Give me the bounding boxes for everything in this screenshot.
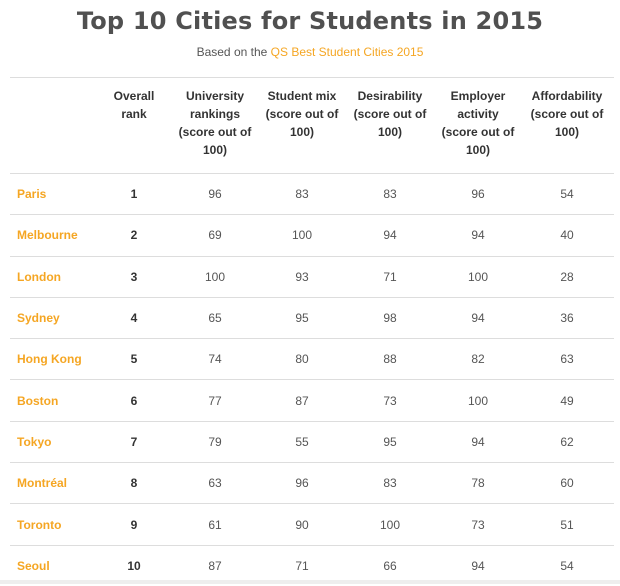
score-cell: 83 [260,174,344,215]
overall-rank: 10 [98,545,170,586]
score-cell: 100 [436,380,520,421]
city-name: Paris [10,174,98,215]
overall-rank: 5 [98,339,170,380]
score-cell: 96 [436,174,520,215]
overall-rank: 6 [98,380,170,421]
score-cell: 83 [344,174,436,215]
bottom-divider [0,580,620,584]
city-name: Sydney [10,297,98,338]
score-cell: 83 [344,463,436,504]
overall-rank: 3 [98,256,170,297]
score-cell: 49 [520,380,614,421]
city-name: Melbourne [10,215,98,256]
score-cell: 94 [436,297,520,338]
column-header: Overall rank [98,78,170,174]
table-row [10,215,614,256]
overall-rank: 4 [98,297,170,338]
score-cell: 78 [436,463,520,504]
overall-rank: 7 [98,421,170,462]
score-cell: 28 [520,256,614,297]
table-row [10,380,614,421]
score-cell: 55 [260,421,344,462]
score-cell: 88 [344,339,436,380]
score-cell: 65 [170,297,260,338]
score-cell: 98 [344,297,436,338]
city-name: Boston [10,380,98,421]
score-cell: 100 [170,256,260,297]
score-cell: 73 [344,380,436,421]
score-cell: 95 [260,297,344,338]
score-cell: 80 [260,339,344,380]
table-row [10,504,614,545]
column-header: Affordability (score out of 100) [520,78,614,174]
score-cell: 79 [170,421,260,462]
score-cell: 36 [520,297,614,338]
score-cell: 71 [260,545,344,586]
score-cell: 96 [170,174,260,215]
score-cell: 73 [436,504,520,545]
score-cell: 66 [344,545,436,586]
score-cell: 87 [170,545,260,586]
column-header: University rankings (score out of 100) [170,78,260,174]
column-header [10,78,98,174]
rankings-table [10,77,614,586]
city-name: Seoul [10,545,98,586]
city-name: Tokyo [10,421,98,462]
column-header: Employer activity (score out of 100) [436,78,520,174]
score-cell: 77 [170,380,260,421]
score-cell: 93 [260,256,344,297]
score-cell: 94 [436,215,520,256]
score-cell: 94 [436,421,520,462]
city-name: London [10,256,98,297]
table-row [10,339,614,380]
column-header: Student mix (score out of 100) [260,78,344,174]
table-row [10,297,614,338]
score-cell: 71 [344,256,436,297]
table-row [10,463,614,504]
score-cell: 61 [170,504,260,545]
score-cell: 54 [520,174,614,215]
table-row [10,256,614,297]
table-row [10,174,614,215]
score-cell: 95 [344,421,436,462]
score-cell: 94 [344,215,436,256]
score-cell: 51 [520,504,614,545]
score-cell: 40 [520,215,614,256]
score-cell: 100 [436,256,520,297]
subtitle-prefix: Based on the [197,45,271,59]
score-cell: 62 [520,421,614,462]
score-cell: 100 [260,215,344,256]
score-cell: 54 [520,545,614,586]
score-cell: 60 [520,463,614,504]
score-cell: 87 [260,380,344,421]
score-cell: 63 [170,463,260,504]
score-cell: 82 [436,339,520,380]
overall-rank: 1 [98,174,170,215]
score-cell: 69 [170,215,260,256]
city-name: Toronto [10,504,98,545]
score-cell: 90 [260,504,344,545]
table-row [10,421,614,462]
column-header: Desirability (score out of 100) [344,78,436,174]
score-cell: 96 [260,463,344,504]
subtitle [0,44,620,60]
overall-rank: 8 [98,463,170,504]
overall-rank: 2 [98,215,170,256]
city-name: Hong Kong [10,339,98,380]
source-link[interactable]: QS Best Student Cities 2015 [271,45,424,59]
score-cell: 100 [344,504,436,545]
page-title: Top 10 Cities for Students in 2015 [0,0,620,36]
score-cell: 94 [436,545,520,586]
header-row [10,78,614,174]
score-cell: 63 [520,339,614,380]
city-name: Montréal [10,463,98,504]
overall-rank: 9 [98,504,170,545]
score-cell: 74 [170,339,260,380]
table-body [10,174,614,586]
